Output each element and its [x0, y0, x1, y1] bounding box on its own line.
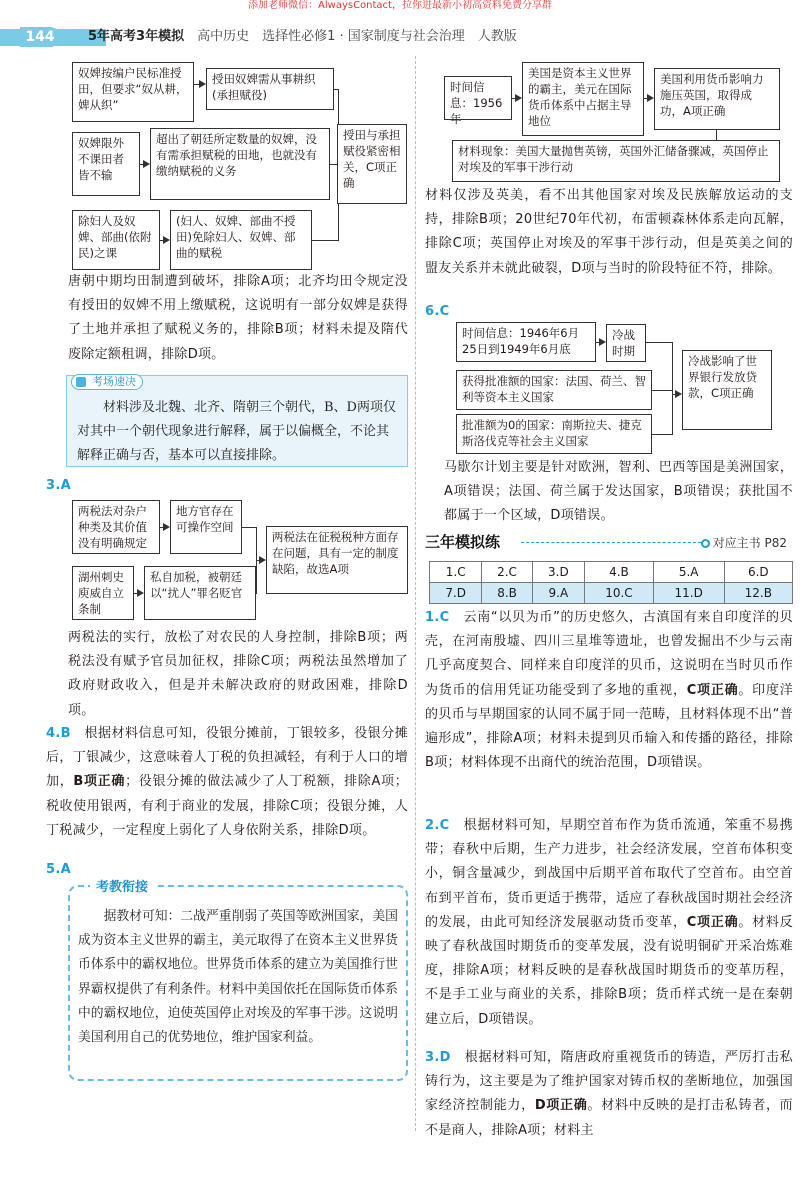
a2-text-pre: 根据材料可知，早期空首布作为货币流通，笨重不易携带；春秋中后期，生产力进步，社会经济发展，空首布体积变小，铜含量减少，到战国中后期平首布取代了空首布。由空首布到平首布，货币更适于携带，适应了春秋战国时期社会经济的发展，由此可知经济发展驱动货币变革， [425, 818, 793, 930]
q3-box-5: 两税法在征税税种方面存在问题，具有一定的制度缺陷，故选A项 [266, 526, 408, 594]
a3-ans: D [439, 1050, 451, 1065]
a2-correct: C项正确 [686, 914, 739, 930]
q6-box-1: 时间信息：1946年6月25日到1949年6月底 [456, 322, 596, 362]
kaojiao-tag: 考教衔接 [90, 876, 154, 895]
q3-box-2: 地方官存在可操作空间 [170, 500, 242, 554]
q6-explanation: 马歇尔计划主要是针对欧洲，智利、巴西等国是美洲国家，A项错误；法国、荷兰属于发达国家，B项错误；获批国不都属于一个区域，D项错误。 [444, 460, 793, 524]
kaochang-tag-label: 考场速决 [92, 375, 136, 388]
answer-cell: 8.B [482, 583, 532, 604]
watermark: 添加老师微信：AlwaysContact，拉你进最新小初高资料免费分享群 [248, 0, 552, 11]
q3-ans: A [60, 478, 71, 493]
a3-text-post: 。材料中反映的是打击私铸者，而不是商人，排除A项；材料主 [425, 1098, 793, 1138]
q3-explanation: 两税法的实行，放松了对农民的人身控制，排除B项；两税法没有赋予官员加征权，排除C项；两税法虽然增加了政府财政收入，但是并未解决政府的财政困难，排除D项。 [68, 630, 408, 718]
q4-text-pre: 根据材料信息可知，役银分摊前，丁银较多，役银分摊后，丁银减少，这意味着人丁税的负担减轻，有利于人口的增加， [46, 726, 408, 790]
q3-box-1: 两税法对杂户种类及其价值没有明确规定 [72, 500, 160, 554]
q2-box-1: 奴婢按编户民标准授田，但要求“奴从耕，婢从织” [72, 62, 194, 122]
q5-box-4: 材料现象：美国大量抛售英镑，英国外汇储备骤减，英国停止对埃及的军事干涉行动 [452, 140, 780, 182]
q6-label [425, 300, 449, 324]
sannian-dash [521, 542, 701, 543]
answer-cell: 2.C [482, 562, 532, 583]
q2-box-4: 超出了朝廷所定数量的奴婢，没有需承担赋税的田地，也就没有缴纳赋税的义务 [150, 128, 330, 200]
sannian-ref-text: 对应主书 P82 [712, 536, 787, 550]
answer-cell: 4.B [585, 562, 654, 583]
q3-num: 3. [46, 478, 61, 493]
column-divider [415, 56, 417, 1131]
sannian-title: 三年模拟练 [425, 533, 501, 551]
q6-box-3: 获得批准额的国家：法国、荷兰、智利等资本主义国家 [456, 370, 652, 410]
q5-ans: A [60, 862, 71, 877]
q6-box-5: 冷战影响了世界银行发放贷款，C项正确 [682, 350, 772, 430]
answer-cell: 12.B [724, 583, 792, 604]
q4-text-post: ；役银分摊的做法减少了人丁税额，排除A项；税收使用银两，有利于商业的发展，排除C项；役银分摊，人丁税减少，一定程度上弱化了人身依附关系，排除D项。 [46, 774, 409, 838]
a3-num: 3. [425, 1050, 440, 1065]
q2-explanation: 唐朝中期均田制遭到破坏，排除A项；北齐均田令规定没有授田的奴婢不用上缴赋税，这说明有一部分奴婢是获得了土地并承担了赋税义务的，排除B项；材料未提及隋代废除定额租调，排除D项。 [68, 274, 408, 362]
q4-explanation [46, 722, 408, 843]
q2-box-6: (妇人、奴婢、部曲不授田)免除妇人、奴婢、部曲的赋税 [170, 210, 312, 270]
a2-ans: C [439, 818, 450, 833]
q6-ans: C [439, 304, 450, 319]
q5-box-3: 美国利用货币影响力施压英国，取得成功，A项正确 [654, 68, 780, 130]
sannian-header [425, 532, 793, 552]
page-number: 144 [20, 27, 60, 47]
q5-num: 5. [46, 862, 61, 877]
a1-ans: C [439, 610, 450, 625]
q2-box-7: 授田与承担赋役紧密相关，C项正确 [337, 124, 407, 204]
lightning-icon [76, 377, 86, 387]
q6-box-4: 批准额为0的国家：南斯拉夫、捷克斯洛伐克等社会主义国家 [456, 414, 652, 454]
answer-cell: 3.D [532, 562, 584, 583]
answer-row [430, 562, 793, 583]
q5-box-2: 美国是资本主义世界的霸主，美元在国际货币体系中占据主导地位 [522, 62, 644, 136]
q5-label [46, 858, 71, 882]
sannian-ref [701, 534, 787, 551]
q3-label [46, 474, 71, 498]
q3-box-3: 湖州刺史庾威自立条制 [72, 566, 134, 620]
kaochang-text: 材料涉及北魏、北齐、隋朝三个朝代，B、D两项仅对其中一个朝代现象进行解释，属于以偏概全，不论其解释正确与否，基本可以直接排除。 [77, 400, 396, 463]
page-header [0, 26, 800, 48]
a1-num: 1. [425, 610, 440, 625]
book-subtitle: 高中历史 选择性必修1 · 国家制度与社会治理 人教版 [197, 29, 517, 44]
a3-correct: D项正确 [534, 1098, 588, 1114]
a1-text-pre: 云南“以贝为币”的历史悠久，古滇国有来自印度洋的贝壳，在河南殷墟、四川三星堆等遗址，也曾发掘出不少与云南几乎高度契合、同样来自印度洋的贝币，这说明在当时贝币作为货币的信用凭证功能受到了多地的重视， [425, 610, 793, 698]
answer-cell: 1.C [430, 562, 482, 583]
a1-correct: C项正确 [686, 682, 739, 698]
a1-text-post: 。印度洋的贝币与早期国家的认同不属于同一范畴，且材料体现不出“普遍形成”，排除A项；材料未提到贝币输入和传播的路径，排除B项；材料体现不出商代的统治范围，D项错误。 [425, 682, 793, 771]
answer-key-table [429, 561, 793, 604]
a2-num: 2. [425, 818, 440, 833]
q6-box-2: 冷战时期 [606, 324, 646, 362]
a3-explanation [425, 1046, 793, 1143]
a1-explanation [425, 606, 793, 775]
q5-box-1: 时间信息：1956年 [444, 76, 512, 120]
q2-box-3: 奴婢限外不课田者皆不输 [72, 132, 140, 196]
answer-row [430, 583, 793, 604]
answer-cell: 10.C [585, 583, 654, 604]
header-title [88, 28, 517, 46]
q4-num: 4. [46, 726, 61, 741]
q3-box-4: 私自加税，被朝廷以“扰人”罪名贬官 [144, 566, 256, 620]
answer-cell: 11.D [653, 583, 724, 604]
q2-box-2: 授田奴婢需从事耕织(承担赋役) [206, 68, 334, 110]
q2-box-5: 除妇人及奴婢、部曲(依附民)之课 [72, 210, 160, 270]
q5-explanation: 材料仅涉及英美，看不出其他国家对埃及民族解放运动的支持，排除B项；20世纪70年代初，布雷顿森林体系走向瓦解，排除C项；英国停止对埃及的军事干涉行动，但是英美之间的盟友关系并未就此破裂，D项与当时的阶段特征不符，排除。 [425, 188, 793, 276]
answer-cell: 7.D [430, 583, 482, 604]
a2-text-post: 。材料反映了春秋战国时期货币的变革发展，没有说明铜矿开采冶炼难度，排除A项；材料反映的是春秋战国时期货币的变革历程，不是手工业与商业的关系，排除B项；货币样式统一是在秦朝建立后，D项错误。 [425, 914, 793, 1027]
q6-num: 6. [425, 304, 440, 319]
a3-text-pre: 根据材料可知，隋唐政府重视货币的铸造，严厉打击私铸行为，这主要是为了维护国家对铸币权的垄断地位，加强国家经济控制能力， [425, 1050, 793, 1114]
q4-correct: B项正确 [73, 774, 126, 790]
series-name: 5年高考3年模拟 [88, 29, 185, 44]
kaochang-callout [66, 375, 408, 467]
kaojiao-text: 据教材可知：二战严重削弱了英国等欧洲国家，美国成为资本主义世界的霸主，美元取得了在资本主义世界货币体系中的霸权地位。世界货币体系的建立为美国推行世界霸权提供了有利条件。材料中美国依托在国际货币体系中的霸权地位，迫使英国停止对埃及的军事干涉。这说明美国利用自己的优势地位，维护国家利益。 [78, 909, 398, 1046]
q4-ans: B [60, 726, 71, 741]
answer-cell: 6.D [724, 562, 792, 583]
answer-cell: 9.A [532, 583, 584, 604]
search-icon [701, 539, 710, 548]
kaochang-tag [71, 374, 143, 390]
kaojiao-callout [68, 880, 408, 1081]
a2-explanation [425, 814, 793, 1032]
answer-cell: 5.A [653, 562, 724, 583]
